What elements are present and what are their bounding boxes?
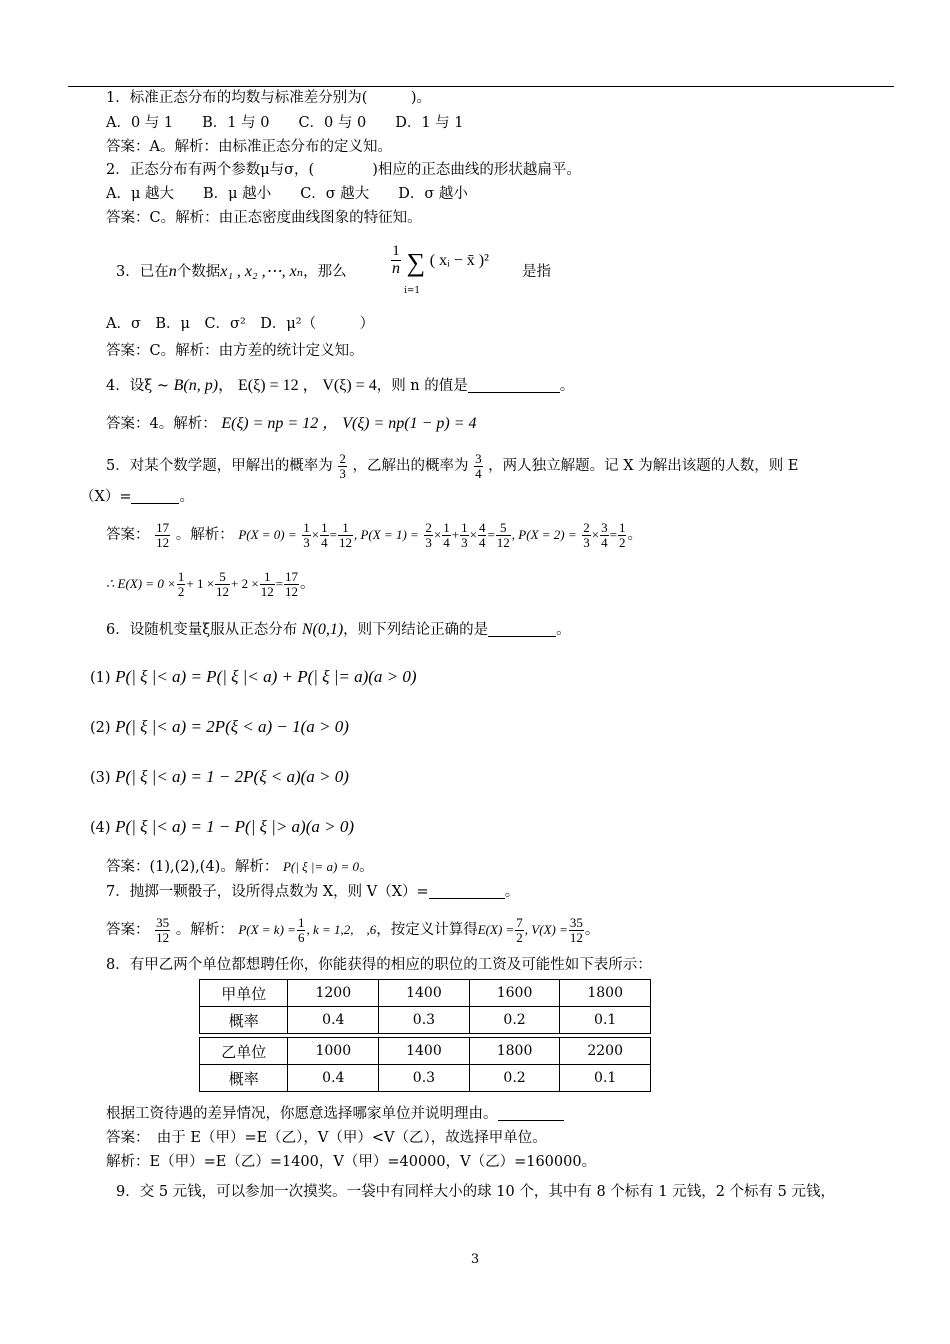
q1-options: A．0 与 1 B．1 与 0 C．0 与 0 D．1 与 1 — [106, 115, 464, 131]
q7-vx: , V(X) = — [524, 922, 568, 938]
q2-stem: 2．正态分布有两个参数μ与σ，( )相应的正态曲线的形状越扁平。 — [106, 162, 581, 178]
q4-end: 。 — [559, 378, 575, 394]
q5-blank — [131, 487, 179, 504]
table-cell: 0.2 — [469, 1007, 560, 1034]
q7-vx-value: $\frac{35}{12}$ — [569, 915, 583, 945]
frac-3-4: $\frac{3}{4}$ — [601, 520, 608, 550]
q4-expectations: ， E(ξ) = 12 ， V(ξ) = 4 — [218, 377, 377, 394]
q5-therefore-mid2: + 2 × — [231, 576, 259, 592]
q8-blank — [498, 1104, 564, 1121]
table-cell: 1000 — [288, 1038, 379, 1065]
q9-stem: 9．交 5 元钱，可以参加一次摸奖。一袋中有同样大小的球 10 个，其中有 8 个标有 1 元钱，2 个标有 5 元钱， — [116, 1184, 835, 1200]
q3-formula — [390, 244, 489, 278]
table-cell: 概率 — [200, 1065, 288, 1092]
q5-stem — [106, 452, 798, 480]
q5-px1: , P(X = 1) = — [353, 527, 419, 543]
q6-item-2 — [90, 717, 349, 738]
q3-comma: ，那么 — [303, 264, 347, 280]
q5-therefore-mid1: + 1 × — [186, 576, 215, 592]
q6-item-1-formula: P(| ξ |< a) = P(| ξ |< a) + P(| ξ |= a)(a > 0) — [115, 667, 417, 686]
q4-answer-prefix: 答案：4。解析： — [106, 416, 217, 432]
frac-1-3b: $\frac{1}{3}$ — [461, 520, 468, 550]
q7-seven-halves: $\frac{7}{2}$ — [516, 915, 523, 945]
table-cell: 0.1 — [560, 1065, 651, 1092]
table-row — [200, 1065, 651, 1092]
q5-period-2: 。 — [300, 576, 315, 593]
q7-ex: E(X) = — [477, 922, 515, 938]
times-4: × — [591, 527, 600, 543]
q7-one-sixth: $\frac{1}{6}$ — [297, 915, 305, 945]
q6-answer-text: 答案：(1),(2),(4)。解析： — [106, 859, 279, 875]
q5-ans-mid: 。解析： — [175, 527, 234, 544]
q8-analysis: 解析：E（甲）=E（乙）=1400，V（甲）=40000，V（乙）=160000。 — [106, 1154, 597, 1170]
q8-answer: 答案： 由于 E（甲）=E（乙），V（甲）<V（乙），故选择甲单位。 — [106, 1130, 547, 1146]
q4-prefix: 4．设ξ ~ — [106, 378, 169, 394]
q5-tail: ，两人独立解题。记 X 为解出该题的人数，则 E — [488, 458, 799, 475]
frac-1-4b: $\frac{1}{4}$ — [443, 520, 450, 550]
table-cell: 1400 — [379, 1038, 470, 1065]
q5-ans-value: $\frac{17}{12}$ — [156, 520, 170, 550]
table-cell: 0.3 — [379, 1007, 470, 1034]
times-3: × — [469, 527, 477, 543]
q3-sum-sign: ∑ — [406, 247, 426, 277]
table-cell: 乙单位 — [200, 1038, 288, 1065]
q7-stem-text: 7．抛掷一颗骰子，设所得点数为 X，则 V（X）= — [106, 884, 429, 900]
frac-t-5-12: $\frac{5}{12}$ — [216, 569, 230, 599]
frac-t-17-12: $\frac{17}{12}$ — [285, 569, 299, 599]
q6-dist: N(0,1) — [301, 621, 344, 638]
table-cell: 0.3 — [379, 1065, 470, 1092]
salary-table-a — [199, 979, 651, 1034]
q5-mid: ，乙解出的概率为 — [352, 458, 469, 475]
q4-answer-math: E(ξ) = np = 12 ， V(ξ) = np(1 − p) = 4 — [221, 415, 477, 432]
q3-sum-body: ( xᵢ − x̄ )² — [429, 251, 489, 269]
q6-item-3-formula: P(| ξ |< a) = 1 − 2P(ξ < a)(a > 0) — [115, 767, 349, 786]
q3-stem — [116, 262, 347, 282]
q4-dist: B(n, p) — [173, 377, 219, 394]
frac-t-1-2: $\frac{1}{2}$ — [177, 569, 185, 599]
eq-4: = — [275, 576, 284, 592]
q2-options: A．μ 越大 B．μ 越小 C．σ 越大 D．σ 越小 — [106, 186, 468, 202]
q6-tail: ，则下列结论正确的是 — [343, 622, 489, 638]
table-row — [200, 980, 651, 1007]
q5-end: 。 — [179, 489, 194, 505]
table-cell: 0.4 — [288, 1065, 379, 1092]
q6-answer-math: P(| ξ |= a) = 0 — [282, 859, 360, 874]
table-cell: 0.1 — [560, 1007, 651, 1034]
q7-ans-label: 答案： — [106, 922, 150, 939]
q7-end: 。 — [504, 884, 520, 900]
q6-stem — [106, 620, 571, 640]
q7-period: 。 — [584, 922, 600, 939]
frac-1-12: $\frac{1}{12}$ — [338, 520, 352, 550]
frac-5-12: $\frac{5}{12}$ — [496, 520, 510, 550]
frac-1-3: $\frac{1}{3}$ — [303, 520, 310, 550]
q5-therefore-text: ∴ E(X) = 0 × — [106, 576, 176, 592]
header-rule — [68, 86, 894, 87]
q6-item-4 — [90, 817, 354, 838]
frac-t-1-12: $\frac{1}{12}$ — [260, 569, 274, 599]
table-cell: 1400 — [379, 980, 470, 1007]
q5-ans-label: 答案： — [106, 527, 150, 544]
table-cell: 1800 — [560, 980, 651, 1007]
q3-one-over-n: $\frac{1}{n}$ — [392, 243, 400, 277]
frac-2-3a: $\frac{2}{3}$ — [425, 520, 432, 550]
q3-mid: 个数据 — [176, 264, 221, 280]
salary-table-b — [199, 1037, 651, 1092]
page-number: 3 — [470, 1252, 480, 1267]
q5-p1: $\frac{2}{3}$ — [339, 451, 346, 481]
q6-item-4-formula: P(| ξ |< a) = 1 − P(| ξ |> a)(a > 0) — [115, 817, 355, 836]
q7-answer — [106, 916, 599, 944]
q7-pxk: P(X = k) = — [238, 922, 296, 938]
plus-1: + — [451, 527, 460, 543]
table-cell: 甲单位 — [200, 980, 288, 1007]
q6-item-4-label: (4) — [90, 820, 111, 836]
table-row — [200, 1007, 651, 1034]
table-cell: 0.2 — [469, 1065, 560, 1092]
q7-ans-mid: 。解析： — [175, 922, 234, 939]
q3-suffix: 是指 — [522, 264, 551, 280]
table-cell: 1800 — [469, 1038, 560, 1065]
q5-prefix: 5．对某个数学题，甲解出的概率为 — [106, 458, 333, 475]
q5-px0: P(X = 0) = — [238, 527, 297, 543]
q3-options: A．σ B．μ C．σ² D．μ²（ ） — [106, 316, 375, 332]
q4-tail: ，则 n 的值是 — [376, 378, 468, 394]
q6-answer-end: 。 — [359, 859, 374, 875]
table-row — [200, 1038, 651, 1065]
eq-1: = — [329, 527, 337, 543]
q6-end: 。 — [556, 622, 571, 638]
q6-item-3 — [90, 767, 349, 788]
q3-seq: x₁ , x₂ ,⋯, xₙ — [220, 263, 304, 280]
table-cell: 0.4 — [288, 1007, 379, 1034]
q3-answer: 答案：C。解析：由方差的统计定义知。 — [106, 343, 364, 359]
q5-p2: $\frac{3}{4}$ — [475, 451, 482, 481]
q5-answer — [106, 521, 642, 549]
q7-krange: , k = 1,2, ,6 — [306, 922, 377, 938]
table-cell: 2200 — [560, 1038, 651, 1065]
q4-stem — [106, 376, 574, 396]
q5-px2: , P(X = 2) = — [511, 527, 577, 543]
eq-2: = — [487, 527, 495, 543]
q2-answer: 答案：C。解析：由正态密度曲线图象的特征知。 — [106, 210, 422, 226]
table-cell: 1200 — [288, 980, 379, 1007]
q3-prefix: 3．已在 — [116, 264, 169, 280]
q6-item-1-label: (1) — [90, 670, 111, 686]
q5-line2 — [80, 487, 194, 507]
frac-1-4: $\frac{1}{4}$ — [321, 520, 328, 550]
q8-question-text: 根据工资待遇的差异情况，你愿意选择哪家单位并说明理由。 — [106, 1106, 498, 1122]
q6-prefix: 6．设随机变量ξ服从正态分布 — [106, 622, 298, 638]
q7-ans-value: $\frac{35}{12}$ — [156, 915, 170, 945]
q8-stem: 8．有甲乙两个单位都想聘任你，你能获得的相应的职位的工资及可能性如下表所示： — [106, 957, 652, 973]
q1-stem: 1．标准正态分布的均数与标准差分别为( )。 — [106, 90, 432, 106]
q1-answer: 答案：A。解析：由标准正态分布的定义知。 — [106, 139, 392, 155]
eq-3: = — [609, 527, 617, 543]
q5-ex: （X）= — [80, 489, 132, 505]
frac-2-3b: $\frac{2}{3}$ — [583, 520, 590, 550]
q6-item-2-label: (2) — [90, 720, 111, 736]
q5-period: 。 — [627, 527, 642, 544]
frac-4-4: $\frac{4}{4}$ — [478, 520, 486, 550]
q3-n: n — [168, 263, 177, 280]
q6-item-1 — [90, 667, 417, 688]
times-2: × — [433, 527, 442, 543]
q3-sum-lower: i=1 — [404, 286, 421, 296]
q4-answer — [106, 414, 477, 434]
times-1: × — [311, 527, 320, 543]
q7-calc: ，按定义计算得 — [376, 922, 478, 939]
table-cell: 1600 — [469, 980, 560, 1007]
q5-therefore — [106, 570, 315, 598]
q6-blank — [488, 620, 556, 637]
q6-answer — [106, 857, 374, 877]
q6-item-3-label: (3) — [90, 770, 111, 786]
q4-blank — [468, 376, 560, 393]
q7-blank — [429, 882, 505, 899]
frac-1-2: $\frac{1}{2}$ — [618, 520, 626, 550]
q8-question — [106, 1104, 564, 1124]
q6-item-2-formula: P(| ξ |< a) = 2P(ξ < a) − 1(a > 0) — [115, 717, 349, 736]
table-cell: 概率 — [200, 1007, 288, 1034]
q7-stem — [106, 882, 519, 902]
